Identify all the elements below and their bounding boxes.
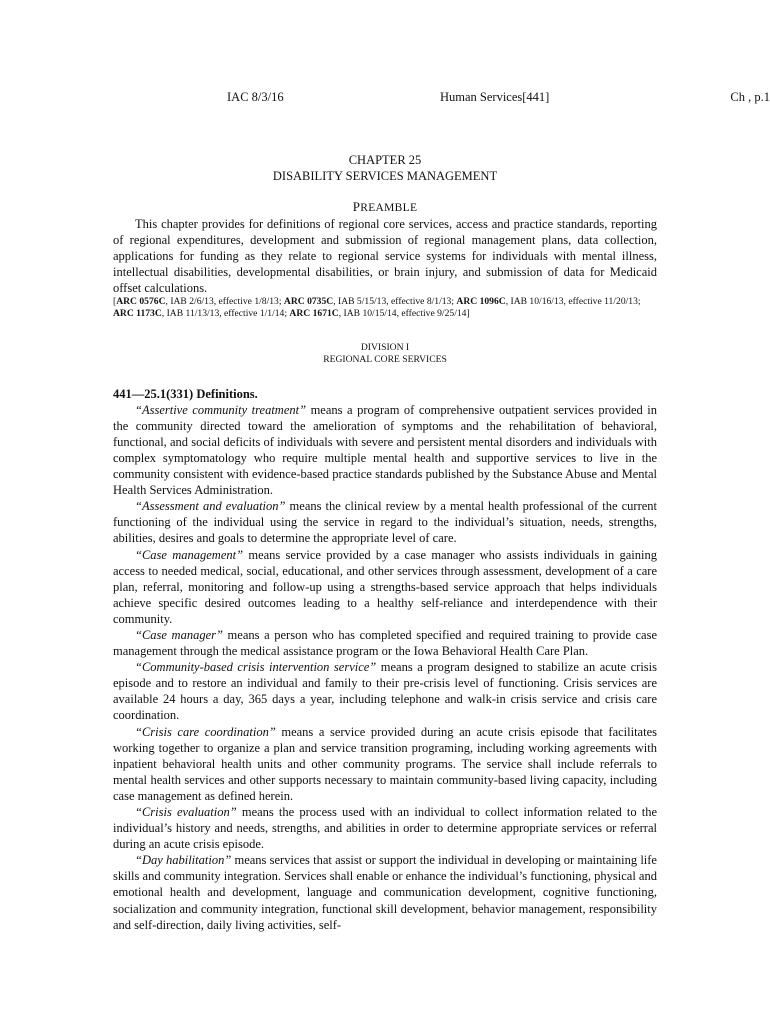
preamble-heading-rest: REAMBLE bbox=[360, 202, 418, 214]
preamble-heading bbox=[113, 199, 657, 216]
chapter-title: DISABILITY SERVICES MANAGEMENT bbox=[272, 169, 498, 183]
citation-detail: , IAB 10/16/13, effective 11/20/13; bbox=[505, 296, 641, 308]
preamble-heading-initial: P bbox=[352, 199, 361, 214]
definition-paragraph bbox=[113, 547, 657, 627]
citation-arc: ARC 1671C bbox=[289, 308, 339, 320]
definition-text: means services that assist or support the individual in developing or maintaining life skills and community integration. Services shall enable or enhance the individual’s functioning, physical and emotional health and development, language and communication development, cognitive functioning, socialization and community integration, functional skill development, behavior management, responsibility and self-direction, daily living activities, self- bbox=[113, 853, 657, 932]
citation-arc: ARC 0735C bbox=[283, 296, 334, 308]
definition-paragraph bbox=[113, 852, 657, 932]
citation-detail: , IAB 10/15/14, effective 9/25/14] bbox=[338, 308, 470, 320]
citation-arc: ARC 0576C bbox=[116, 296, 166, 308]
definition-term: “Community-based crisis intervention service” bbox=[135, 660, 377, 675]
definition-text: means a program designed to stabilize an acute crisis episode and to restore an individual and family to their pre-crisis level of functioning. Crisis services are available 24 hours a day, 365 days a year, including telephone and walk-in crisis service and crisis care coordination. bbox=[113, 660, 657, 723]
definition-text: means a person who has completed specified and required training to provide case management through the medical assistance program or the Iowa Behavioral Health Care Plan. bbox=[113, 627, 657, 659]
division-title: REGIONAL CORE SERVICES bbox=[323, 353, 447, 365]
definition-paragraph bbox=[113, 659, 657, 723]
citation-arc: ARC 1096C bbox=[456, 296, 506, 308]
definition-paragraph bbox=[113, 402, 657, 499]
document-body bbox=[113, 152, 657, 933]
citation-prefix: [ bbox=[113, 296, 117, 308]
definition-text: means the process used with an individual to collect information related to the individual’s history and needs, strengths, and abilities in order to determine appropriate services or referral during an acute crisis episode. bbox=[113, 805, 657, 852]
definition-term: “Crisis evaluation” bbox=[135, 805, 237, 819]
preamble-citation bbox=[113, 296, 657, 319]
definition-term: “Case manager” bbox=[135, 627, 223, 642]
definition-text: means the clinical review by a mental health professional of the current functioning of the individual using the service in regard to the individual’s situation, needs, strengths, abilities, desires and goals to determine the appropriate level of care. bbox=[113, 499, 657, 546]
definition-text: means a service provided during an acute crisis episode that facilitates working together to organize a plan and service transition programing, including working agreements with inpatient behavioral health units and other community programs. The service shall include referrals to mental health services and other supports necessary to maintain community-based living capacity, including case management as defined herein. bbox=[113, 724, 657, 803]
definition-term: “Day habilitation” bbox=[135, 853, 232, 868]
citation-arc: ARC 1173C bbox=[113, 308, 162, 320]
chapter-number: CHAPTER 25 bbox=[348, 153, 422, 167]
header-page-number: Ch , p.1 bbox=[730, 90, 770, 104]
citation-detail: , IAB 5/15/13, effective 8/1/13; bbox=[333, 296, 457, 308]
definition-term: “Assessment and evaluation” bbox=[135, 499, 286, 514]
definition-term: “Assertive community treatment” bbox=[135, 402, 307, 417]
definition-term: “Crisis care coordination” bbox=[135, 724, 276, 739]
division-label: DIVISION I bbox=[360, 341, 410, 353]
definition-paragraph bbox=[113, 724, 657, 804]
definition-text: means service provided by a case manager who assists individuals in gaining access to needed medical, social, educational, and other services through assessment, development of a care plan, referral, monitoring and follow-up using a strengths-based service approach that helps individuals achieve specific desired outcomes leading to a healthy self-reliance and interdependence with their community. bbox=[113, 547, 657, 626]
definition-paragraph bbox=[113, 498, 657, 546]
citation-detail: , IAB 11/13/13, effective 1/1/14; bbox=[161, 308, 290, 320]
definition-term: “Case management” bbox=[135, 547, 244, 562]
header-left: IAC 8/3/16 bbox=[227, 90, 284, 104]
rule-heading: 441—25.1(331) Definitions. bbox=[113, 386, 258, 401]
definition-paragraph bbox=[113, 627, 657, 659]
header-center: Human Services[441] bbox=[440, 90, 550, 104]
definition-text: means a program of comprehensive outpatient services provided in the community directed toward the amelioration of symptoms and the rehabilitation of behavioral, functional, and social deficits of individuals with severe and persistent mental disorders and individuals with complex symptomatology who require multiple mental health and supportive services to live in the community consistent with evidence-based practice standards published by the Substance Abuse and Mental Health Services Administration. bbox=[113, 402, 657, 498]
definition-paragraph bbox=[113, 804, 657, 852]
citation-detail: , IAB 2/6/13, effective 1/8/13; bbox=[165, 296, 284, 308]
definitions-list bbox=[113, 402, 657, 933]
preamble-text: This chapter provides for definitions of regional core services, access and practice standards, reporting of regional expenditures, development and submission of regional management plans, data collection, applications for funding as they relate to regional service systems for individuals with mental illness, intellectual disabilities, developmental disabilities, or brain injury, and submission of data for Medicaid offset calculations. bbox=[113, 217, 657, 296]
